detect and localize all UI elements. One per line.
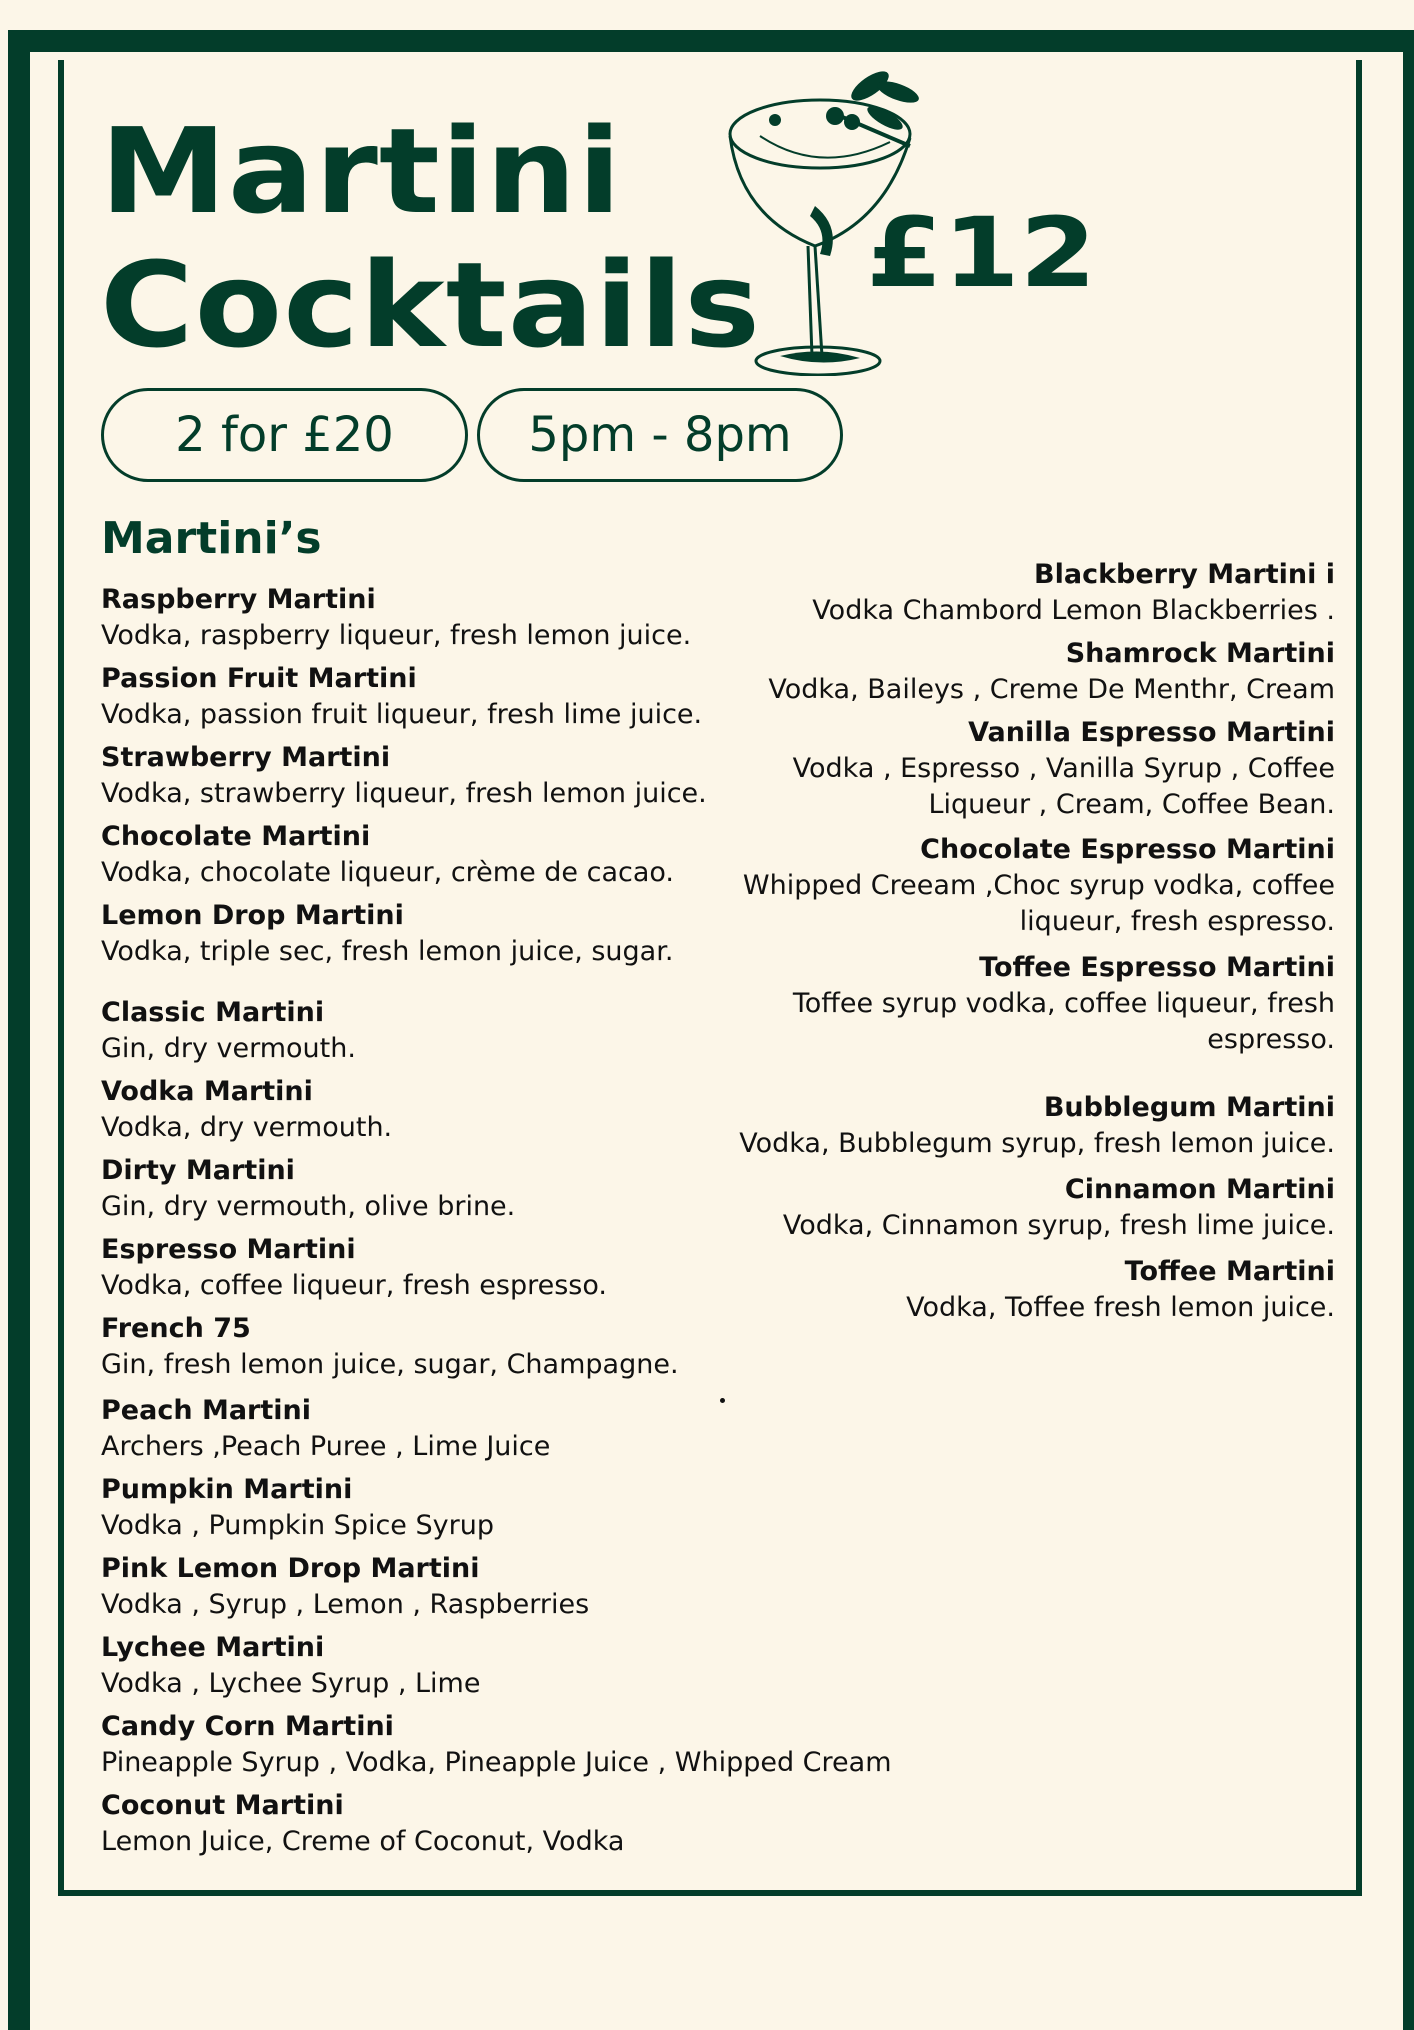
item-name: Candy Corn Martini <box>101 1711 394 1742</box>
item-description: Vodka, coffee liqueur, fresh espresso. <box>101 1270 607 1301</box>
item-description: Toffee syrup vodka, coffee liqueur, fresh espresso. <box>792 988 1335 1055</box>
offer-badge: 2 for £20 <box>101 388 468 482</box>
item-name: Toffee Espresso Martini <box>979 952 1335 983</box>
menu-item <box>812 557 1335 629</box>
menu-item <box>101 1393 550 1465</box>
section-title: Martini’s <box>101 513 322 564</box>
menu-item <box>101 1232 607 1304</box>
menu-item <box>735 832 1335 940</box>
menu-item <box>101 1709 892 1781</box>
menu-item <box>101 1074 392 1146</box>
menu-item <box>906 1254 1335 1326</box>
item-name: Vanilla Espresso Martini <box>968 717 1335 748</box>
item-name: Vodka Martini <box>101 1076 313 1107</box>
item-name: Toffee Martini <box>1124 1256 1335 1287</box>
item-description: Vodka, Toffee fresh lemon juice. <box>906 1292 1335 1323</box>
item-description: Vodka , Espresso , Vanilla Syrup , Coffee Liqueur , Cream, Coffee Bean. <box>792 753 1335 820</box>
menu-item <box>783 1172 1335 1244</box>
item-name: Cinnamon Martini <box>1064 1174 1335 1205</box>
item-description: Vodka, raspberry liqueur, fresh lemon juice. <box>101 620 692 651</box>
menu-item <box>101 1630 480 1702</box>
item-description: Vodka , Syrup , Lemon , Raspberries <box>101 1589 590 1620</box>
item-description: Archers ,Peach Puree , Lime Juice <box>101 1431 551 1462</box>
menu-item <box>101 1472 494 1544</box>
item-name: French 75 <box>101 1313 251 1344</box>
item-name: Raspberry Martini <box>101 584 376 615</box>
menu-item <box>101 582 691 654</box>
item-description: Vodka, triple sec, fresh lemon juice, sugar. <box>101 936 674 967</box>
item-name: Pumpkin Martini <box>101 1474 353 1505</box>
item-name: Peach Martini <box>101 1395 311 1426</box>
item-description: Gin, dry vermouth, olive brine. <box>101 1191 516 1222</box>
stray-dot <box>720 1398 725 1403</box>
menu-item <box>101 898 673 970</box>
item-description: Vodka , Lychee Syrup , Lime <box>101 1668 481 1699</box>
item-name: Passion Fruit Martini <box>101 663 417 694</box>
item-description: Lemon Juice, Creme of Coconut, Vodka <box>101 1826 625 1857</box>
price: £12 <box>866 197 1097 309</box>
item-name: Chocolate Martini <box>101 821 371 852</box>
menu-item <box>101 995 356 1067</box>
item-description: Vodka, strawberry liqueur, fresh lemon juice. <box>101 778 707 809</box>
menu-item <box>101 1551 589 1623</box>
item-name: Dirty Martini <box>101 1155 295 1186</box>
menu-item <box>101 819 674 891</box>
item-name: Espresso Martini <box>101 1234 356 1265</box>
item-name: Bubblegum Martini <box>1043 1092 1335 1123</box>
item-description: Gin, dry vermouth. <box>101 1033 356 1064</box>
item-description: Vodka , Pumpkin Spice Syrup <box>101 1510 494 1541</box>
item-name: Classic Martini <box>101 997 325 1028</box>
item-description: Gin, fresh lemon juice, sugar, Champagne. <box>101 1349 679 1380</box>
menu-item <box>101 661 702 733</box>
menu-item <box>735 950 1335 1058</box>
item-description: Pineapple Syrup , Vodka, Pineapple Juice , Whipped Cream <box>101 1747 892 1778</box>
menu-item <box>101 740 707 812</box>
item-description: Vodka, Bubblegum syrup, fresh lemon juice. <box>739 1128 1335 1159</box>
item-name: Blackberry Martini i <box>1034 559 1335 590</box>
item-name: Pink Lemon Drop Martini <box>101 1553 480 1584</box>
menu-item <box>768 636 1335 708</box>
title-line-1: Martini <box>100 102 623 240</box>
item-name: Coconut Martini <box>101 1790 344 1821</box>
menu-item <box>735 715 1335 823</box>
item-description: Vodka, Baileys , Creme De Menthr, Cream <box>768 674 1335 705</box>
item-description: Vodka Chambord Lemon Blackberries . <box>812 595 1335 626</box>
menu-item <box>101 1788 624 1860</box>
menu-item <box>101 1311 679 1383</box>
menu-item <box>101 1153 515 1225</box>
menu-item <box>739 1090 1335 1162</box>
item-description: Whipped Creeam ,Choc syrup vodka, coffee liqueur, fresh espresso. <box>742 870 1335 937</box>
item-description: Vodka, chocolate liqueur, crème de cacao. <box>101 857 675 888</box>
item-name: Strawberry Martini <box>101 742 391 773</box>
item-description: Vodka, Cinnamon syrup, fresh lime juice. <box>782 1210 1335 1241</box>
item-description: Vodka, dry vermouth. <box>101 1112 393 1143</box>
item-name: Shamrock Martini <box>1065 638 1335 669</box>
item-name: Lemon Drop Martini <box>101 900 404 931</box>
item-description: Vodka, passion fruit liqueur, fresh lime juice. <box>101 699 703 730</box>
hours-badge: 5pm - 8pm <box>477 388 843 482</box>
item-name: Lychee Martini <box>101 1632 325 1663</box>
item-name: Chocolate Espresso Martini <box>920 834 1335 865</box>
title-line-2: Cocktails <box>100 236 762 374</box>
